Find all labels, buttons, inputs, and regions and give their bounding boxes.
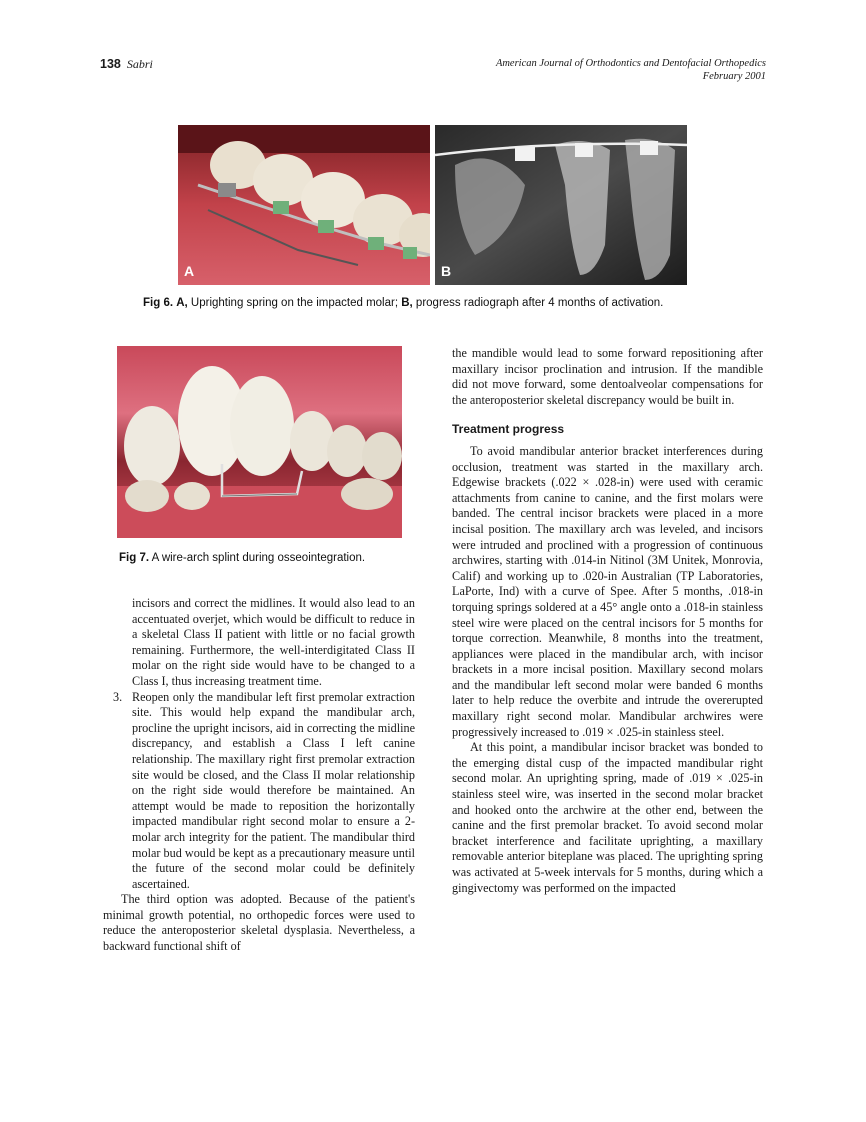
running-header-left [100,57,153,72]
figure-6b-radiograph [435,125,687,285]
figure-6b-illustration [435,125,687,285]
issue-date: February 2001 [702,71,766,82]
figure-7-illustration [117,346,402,538]
running-header-right [496,57,766,83]
figure-7-photo [117,346,402,538]
section-heading-treatment-progress: Treatment progress [452,422,565,437]
right-column [452,346,763,896]
figure-6-caption-a-text: Uprighting spring on the impacted molar; [187,297,402,309]
author-name: Sabri [126,57,153,71]
right-para-1: the mandible would lead to some forward repositioning after maxillary incisor proclination and intrusion. If the mandible did not move forward, some dentoalveolar compensations for the anteroposterior skeletal discrepancy would be built in. [452,346,763,407]
figure-7-caption-label: Fig 7. [119,552,150,564]
figure-6-caption-label: Fig 6. [143,297,174,309]
panel-label-b: B [441,263,452,279]
journal-name: American Journal of Orthodontics and Dentofacial Orthopedics [495,58,766,69]
right-para-2: To avoid mandibular anterior bracket interferences during occlusion, treatment was started in the maxillary arch. Edgewise brackets (.022 × .028-in) were used with ceramic attachments from canine to canine, and the first molars were banded. The central incisor brackets were placed in a more incisal position. The maxillary arch was leveled, and incisors were intruded and proclined with a progression of continuous archwires, starting with .014-in Nitinol (3M Unitek, Monrovia, Calif) and working up to .020-in Australian (TP Laboratories, LaPorte, Ind) with a curve of Spee. After 5 months, .018-in torquing springs soldered at a 45° angle onto a .018-in stainless steel wire were placed on the central incisors for 5 months for torque correction. Meanwhile, 8 months into the treatment, appliances were placed in the mandibular arch, with incisor brackets in a more incisal position. Maxillary second molars and the mandibular left second molar were banded 6 months later to help reduce the overbite and intrude the overerupted maxillary right second molar. Mandibular archwires were progressively increased to .019 × .025-in stainless steel. [452,443,763,739]
list-item-3-text: Reopen only the mandibular left first premolar extraction site. This would help expand the mandibular arch, procline the upright incisors, aid in correcting the midline discrepancy, and establish a Class I left canine relationship. The maxillary right first premolar extraction site would be closed, and the Class II molar relationship on the right side would therefore be maintained. An attempt would be made to reposition the horizontally impacted mandibular right second molar to ensure a 2-molar arch integrity for the patient. The mandibular third molar bud would be kept as a precautionary measure until the future of the second molar could be definitely ascertained. [132,689,415,891]
figure-7-caption-text: A wire-arch splint during osseointegration. [149,552,366,564]
list-item-3 [103,690,415,893]
left-para-2: The third option was adopted. Because of the patient's minimal growth potential, no orthopedic forces were used to reduce the anteroposterior skeletal dysplasia. Nevertheless, a backward functional shift of [103,892,415,954]
panel-label-a: A [184,263,195,279]
right-para-3: At this point, a mandibular incisor bracket was bonded to the emerging distal cusp of the impacted mandibular right second molar. An uprighting spring, made of .019 × .025-in stainless steel wire, was inserted in the second molar bracket and hooked onto the archwire at the other end, between the canine and the first premolar bracket. To avoid second molar bracket interference and facilitate uprighting, a maxillary removable anterior biteplane was placed. The uprighting spring was activated at 5-week intervals for 5 months, during which a gingivectomy was performed on the impacted [452,740,763,895]
list-item-3-number: 3. [113,689,123,704]
figure-7-caption [119,552,365,564]
figure-6-caption-b-label: B, [401,297,413,309]
figure-6-caption-b-text: progress radiograph after 4 months of activation. [412,297,664,309]
figure-6-caption [143,297,663,309]
figure-6a-illustration [178,125,430,285]
figure-6-caption-a-label: A, [176,297,188,309]
left-column [103,596,415,955]
figure-6a-photo [178,125,430,285]
page-number: 138 [100,57,121,71]
left-para-continuation: incisors and correct the midlines. It would also lead to an accentuated overjet, which would be difficult to reduce in a skeletal Class II patient with little or no facial growth remaining. Furthermore, the well-interdigitated Class II molar on the right side would have to be changed to a Class I, thus increasing treatment time. [132,596,415,688]
